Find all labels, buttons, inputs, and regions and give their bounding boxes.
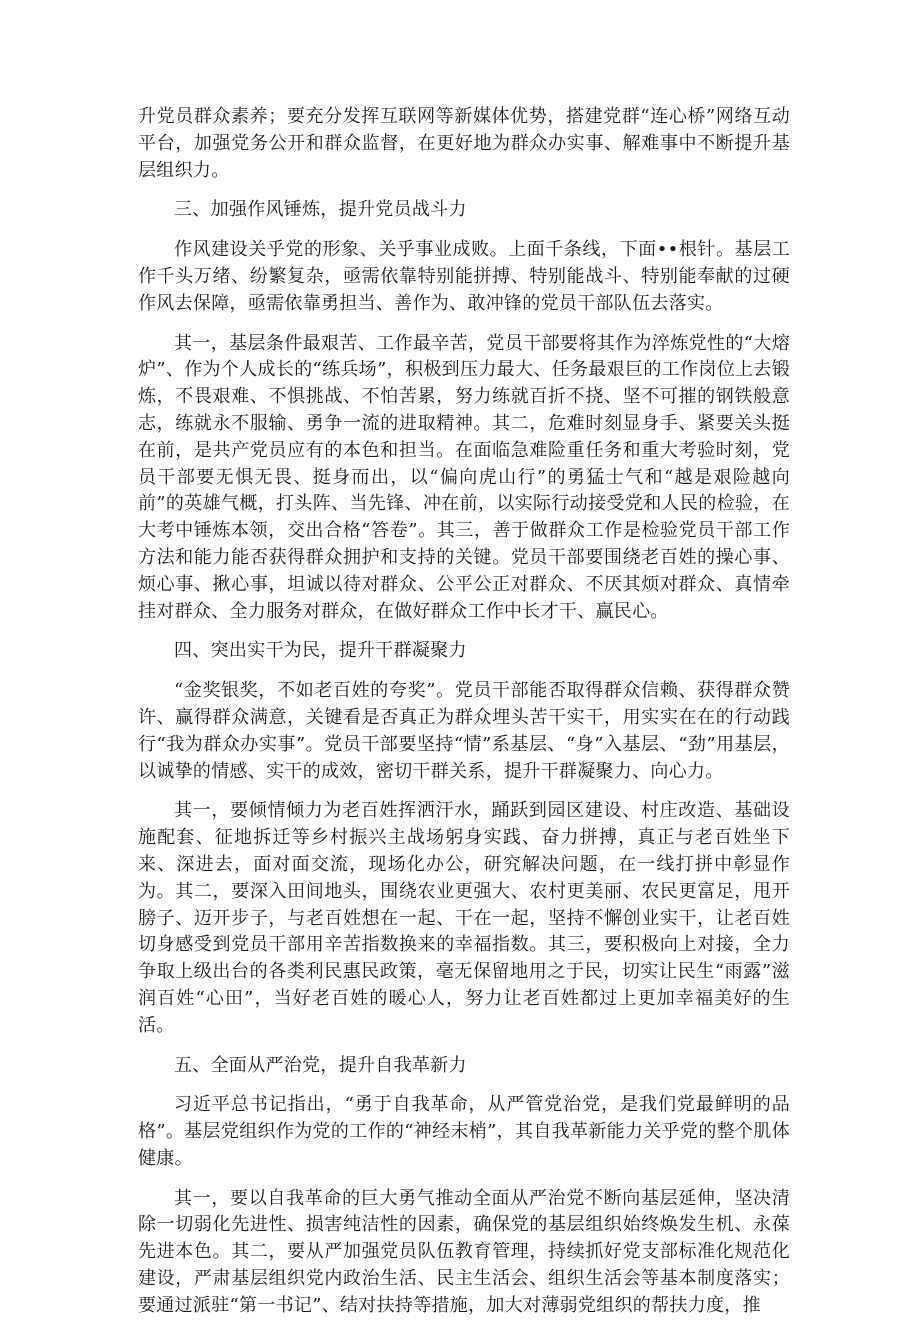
paragraph: 习近平总书记指出，“勇于自我革命，从严管党治党，是我们党最鲜明的品格”。基层党组织作为党的工作的“神经末梢”，其自我革新能力关乎党的整个肌体健康。 — [138, 1094, 790, 1169]
paragraph: 作风建设关乎党的形象、关乎事业成败。上面千条线，下面••根针。基层工作千头万绪、纷繁复杂，亟需依靠特别能拼搏、特别能战斗、特别能奉献的过硬作风去保障，亟需依靠勇担当、善作为、敢冲锋的党员干部队伍去落实。 — [138, 239, 790, 314]
paragraph-continued: 升党员群众素养；要充分发挥互联网等新媒体优势，搭建党群“连心桥”网络互动平台，加强党务公开和群众监督，在更好地为群众办实事、解难事中不断提升基层组织力。 — [138, 106, 790, 181]
section-heading-5: 五、全面从严治党，提升自我革新力 — [174, 1054, 467, 1076]
section-heading-3: 三、加强作风锤炼，提升党员战斗力 — [174, 199, 467, 221]
paragraph: 其一，要以自我革命的巨大勇气推动全面从严治党不断向基层延伸，坚决清除一切弱化先进性、损害纯洁性的因素，确保党的基层组织始终焕发生机、永葆先进本色。其二，要从严加强党员队伍教育管理，持续抓好党支部标准化规范化建设，严肃基层组织党内政治生活、民主生活会、组织生活会等基本制度落实；要通过派驻“第一书记”、结对扶持等措施，加大对薄弱党组织的帮扶力度，推 — [138, 1187, 790, 1316]
paragraph: 其一，要倾情倾力为老百姓挥洒汗水，踊跃到园区建设、村庄改造、基础设施配套、征地拆迁等乡村振兴主战场躬身实践、奋力拼搏，真正与老百姓坐下来、深进去，面对面交流，现场化办公，研究解决问题，在一线打拼中彰显作为。其二，要深入田间地头，围绕农业更强大、农村更美丽、农民更富足，甩开膀子、迈开步子，与老百姓想在一起、干在一起，坚持不懈创业实干，让老百姓切身感受到党员干部用辛苦指数换来的幸福指数。其三，要积极向上对接，全力争取上级出台的各类利民惠民政策，毫无保留地用之于民，切实让民生“雨露”滋润百姓“心田”，当好老百姓的暖心人，努力让老百姓都过上更加幸福美好的生活。 — [138, 800, 790, 1036]
paragraph: 其一，基层条件最艰苦、工作最辛苦，党员干部要将其作为淬炼党性的“大熔炉”、作为个人成长的“练兵场”，积极到压力最大、任务最艰巨的工作岗位上去锻炼，不畏艰难、不惧挑战、不怕苦累，努力练就百折不挠、坚不可摧的钢铁般意志，练就永不服输、勇争一流的进取精神。其二，危难时刻显身手、紧要关头挺在前，是共产党员应有的本色和担当。在面临急难险重任务和重大考验时刻，党员干部要无惧无畏、挺身而出，以“偏向虎山行”的勇猛士气和“越是艰险越向前”的英雄气概，打头阵、当先锋、冲在前，以实际行动接受党和人民的检验，在大考中锤炼本领，交出合格“答卷”。其三，善于做群众工作是检验党员干部工作方法和能力能否获得群众拥护和支持的关键。党员干部要围绕老百姓的操心事、烦心事、揪心事，坦诚以待对群众、公平公正对群众、不厌其烦对群众、真情牵挂对群众、全力服务对群众，在做好群众工作中长才干、赢民心。 — [138, 332, 790, 622]
paragraph: “金奖银奖，不如老百姓的夸奖”。党员干部能否取得群众信赖、获得群众赞许、赢得群众满意，关键看是否真正为群众埋头苦干实干，用实实在在的行动践行“我为群众办实事”。党员干部要坚持“情”系基层、“身”入基层、“劲”用基层，以诚挚的情感、实干的成效，密切干群关系，提升干群凝聚力、向心力。 — [138, 680, 790, 782]
section-heading-4: 四、突出实干为民，提升干群凝聚力 — [174, 640, 467, 662]
document-body — [138, 104, 790, 1333]
